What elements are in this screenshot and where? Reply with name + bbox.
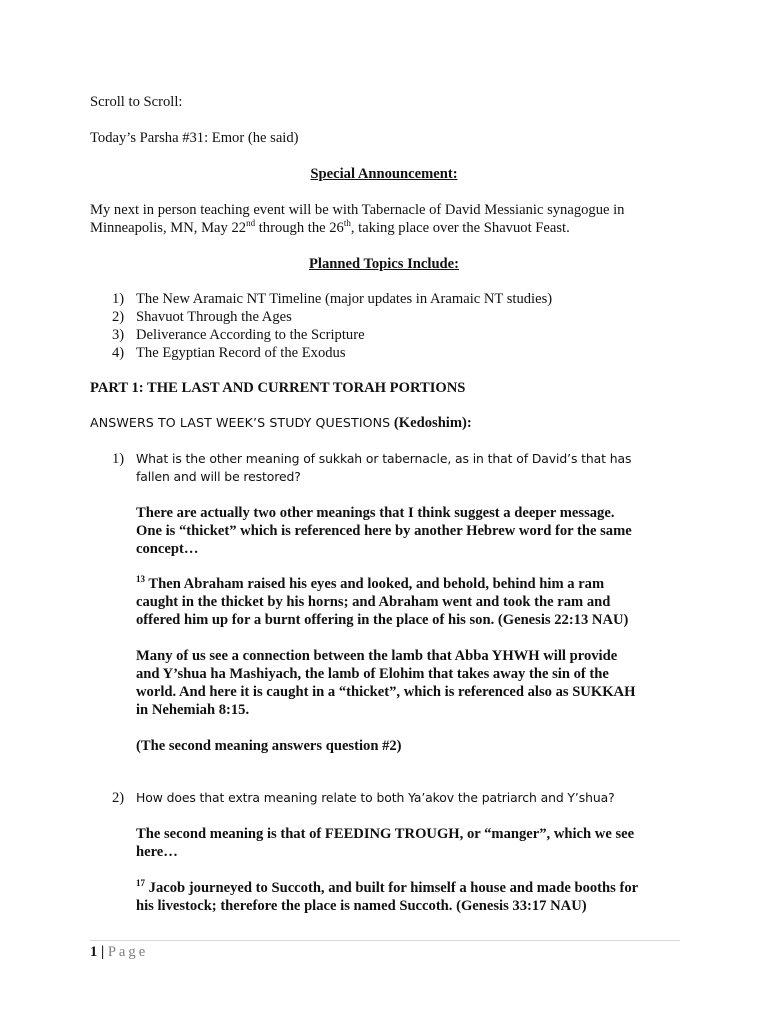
page-footer: 1 | Page: [90, 944, 149, 960]
answer-1-text: in Nehemiah 8:15.: [136, 702, 250, 718]
planned-topics-heading: Planned Topics Include:: [308, 256, 460, 272]
page-number: 1: [90, 944, 98, 960]
doc-title-line: Scroll to Scroll:: [90, 94, 183, 110]
part1-heading: PART 1: THE LAST AND CURRENT TORAH PORTIONS: [90, 380, 466, 396]
answer-1-text: One is “thicket” which is referenced here by another Hebrew word for the same: [136, 523, 632, 539]
topic-number: 4): [112, 345, 125, 361]
answer-1-text: and Y’shua ha Mashiyach, the lamb of Elohim that takes away the sin of the: [136, 666, 609, 682]
topic-item: Shavuot Through the Ages: [136, 309, 292, 325]
verse-genesis-22-13: $^{13}$ Then Abraham raised his eyes and looked, and behold, behind him a ram: [136, 574, 605, 592]
special-announcement-heading: Special Announcement:: [310, 166, 458, 182]
question-number: 1): [112, 451, 125, 467]
topic-item: Deliverance According to the Scripture: [136, 327, 365, 343]
announcement-text-line2: Minneapolis, MN, May 22nd through the 26th, taking place over the Shavuot Feast.: [90, 218, 570, 236]
verse-number: 13: [136, 574, 145, 585]
topic-item: The Egyptian Record of the Exodus: [136, 345, 346, 361]
verse-number: 17: [136, 878, 145, 889]
topic-number: 1): [112, 291, 125, 307]
answers-heading: ANSWERS TO LAST WEEK’S STUDY QUESTIONS (Kedoshim):: [90, 415, 472, 431]
answer-1-text: There are actually two other meanings that I think suggest a deeper message.: [136, 505, 615, 521]
question-1-line1: What is the other meaning of sukkah or tabernacle, as in that of David’s that has: [136, 451, 632, 466]
parsha-line: Today’s Parsha #31: Emor (he said): [90, 130, 299, 146]
topic-item: The New Aramaic NT Timeline (major updates in Aramaic NT studies): [136, 291, 553, 307]
question-number: 2): [112, 790, 125, 806]
answer-2-text: here…: [136, 844, 178, 860]
topic-number: 2): [112, 309, 125, 325]
answer-1-text: Many of us see a connection between the lamb that Abba YHWH will provide: [136, 648, 618, 664]
topic-number: 3): [112, 327, 125, 343]
question-2: How does that extra meaning relate to both Ya’akov the patriarch and Y’shua?: [136, 790, 615, 805]
answer-1-text: concept…: [136, 541, 199, 557]
question-1-line2: fallen and will be restored?: [136, 469, 301, 484]
verse-genesis-22-13: offered him up for a burnt offering in the place of his son. (Genesis 22:13 NAU): [136, 612, 629, 628]
answer-2-text: The second meaning is that of FEEDING TROUGH, or “manger”, which we see: [136, 826, 635, 842]
footer-divider: [90, 940, 680, 941]
page-label: Page: [107, 944, 149, 960]
verse-genesis-33-17: his livestock; therefore the place is named Succoth. (Genesis 33:17 NAU): [136, 898, 587, 914]
verse-genesis-33-17: $^{17}$ Jacob journeyed to Succoth, and built for himself a house and made booths for: [136, 878, 639, 896]
verse-genesis-22-13: caught in the thicket by his horns; and Abraham went and took the ram and: [136, 594, 611, 610]
answer-1-text: world. And here it is caught in a “thicket”, which is referenced also as SUKKAH: [136, 684, 636, 700]
answer-1-note: (The second meaning answers question #2): [136, 738, 402, 754]
announcement-text-line1: My next in person teaching event will be with Tabernacle of David Messianic synagogue in: [90, 202, 625, 218]
